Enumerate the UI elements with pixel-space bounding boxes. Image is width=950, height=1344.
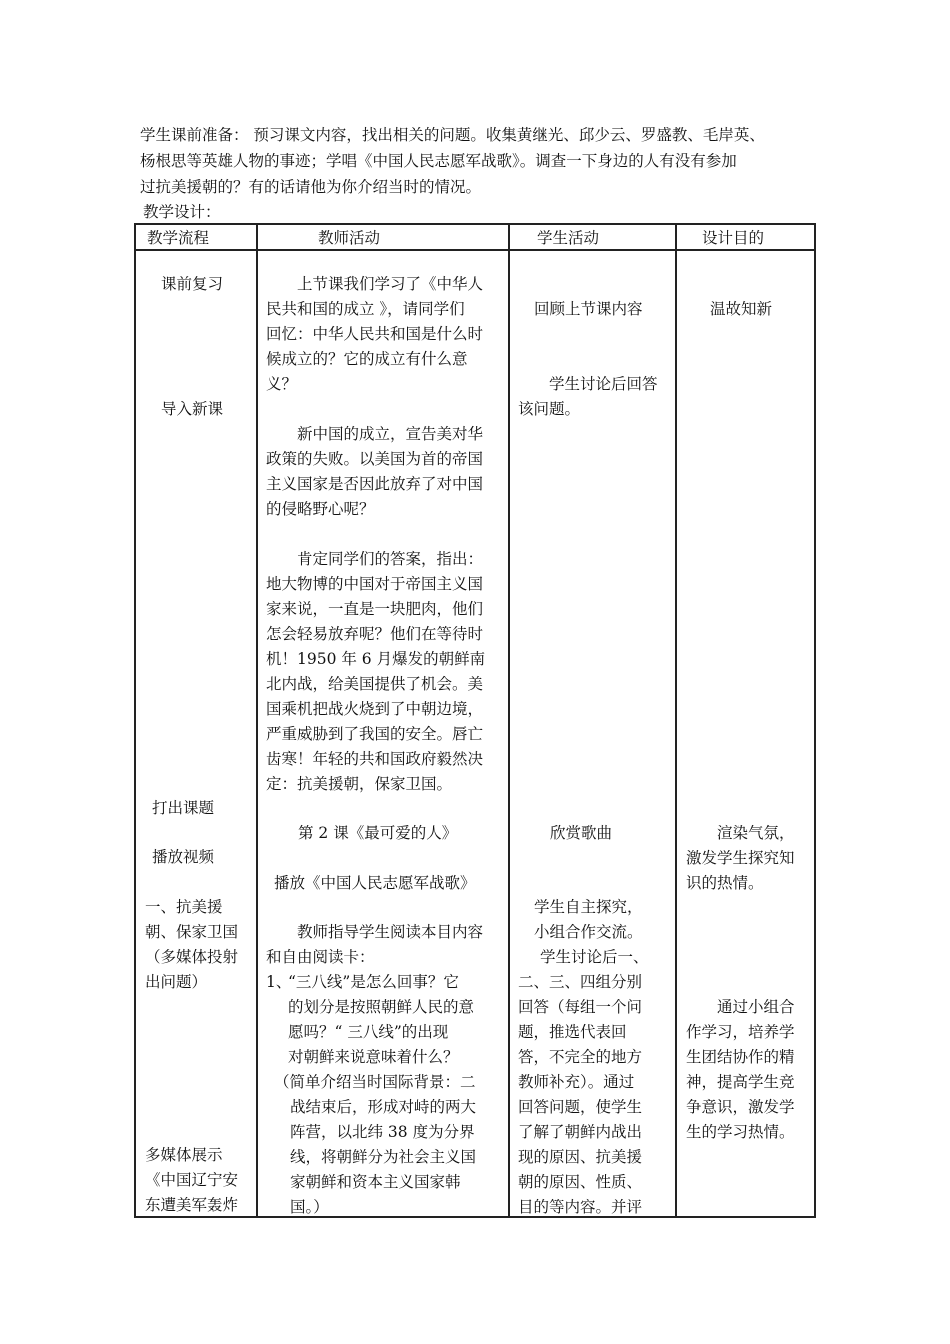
flow-section-1 (145, 895, 238, 995)
flow-media-line: 多媒体展示 (145, 1146, 223, 1164)
header-flow: 教学流程 (147, 229, 210, 247)
student-line: 了解了朝鲜内战出 (518, 1123, 643, 1141)
student-explore (534, 895, 643, 945)
student-line: 二、三、四组分别 (518, 973, 643, 991)
teacher-line: 阵营，以北纬 38 度为分界 (290, 1123, 475, 1141)
header-purpose: 设计目的 (702, 229, 765, 247)
header-student: 学生活动 (537, 229, 600, 247)
teacher-paragraph-1 (266, 272, 483, 397)
student-line: 小组合作交流。 (534, 923, 643, 941)
teacher-paragraph-4 (266, 920, 483, 970)
student-line: 学生讨论后一、 (540, 948, 649, 966)
table-border-right (814, 223, 816, 1218)
teacher-line: 对朝鲜来说意味着什么？ (288, 1048, 459, 1066)
purpose-line: 争意识，激发学 (686, 1098, 795, 1116)
table-col-divider (675, 223, 677, 1218)
intro-line: 过抗美援朝的？有的话请他为你介绍当时的情况。 (140, 178, 482, 196)
purpose-line: 激发学生探究知 (686, 849, 795, 867)
teacher-line: 新中国的成立，宣告美对华 (297, 425, 484, 443)
flow-section-line: 一、抗美援 (145, 898, 223, 916)
purpose-line: 通过小组合 (717, 998, 795, 1016)
teacher-line: 战结束后，形成对峙的两大 (290, 1098, 477, 1116)
purpose-group (686, 995, 795, 1145)
teacher-line: 上节课我们学习了《中华人 (297, 275, 484, 293)
flow-intro-new: 导入新课 (161, 400, 224, 418)
teacher-play-song: 播放《中国人民志愿军战歌》 (274, 874, 476, 892)
purpose-line: 生团结协作的精 (686, 1048, 795, 1066)
table-border-left (134, 223, 136, 1218)
purpose-line: 作学习，培养学 (686, 1023, 795, 1041)
student-line: 目的等内容。并评 (518, 1198, 643, 1216)
purpose-line: 生的学习热情。 (686, 1123, 795, 1141)
teacher-line: 和自由阅读卡： (266, 948, 375, 966)
student-enjoy: 欣赏歌曲 (550, 824, 613, 842)
teacher-paragraph-3 (266, 547, 485, 797)
flow-section-line: （多媒体投射 (145, 948, 239, 966)
teacher-line: 线，将朝鲜分为社会主义国 (290, 1148, 477, 1166)
teacher-line: 教师指导学生阅读本目内容 (297, 923, 484, 941)
flow-title-out: 打出课题 (152, 799, 215, 817)
student-line: 现的原因、抗美援 (518, 1148, 643, 1166)
teacher-line: 政策的失败。以美国为首的帝国 (266, 450, 484, 468)
student-discuss (518, 372, 658, 422)
teacher-line: 家来说，一直是一块肥肉，他们 (266, 600, 484, 618)
teacher-line: 主义国家是否因此放弃了对中国 (266, 475, 484, 493)
intro-line: 杨根思等英雄人物的事迹；学唱《中国人民志愿军战歌》。调查一下身边的人有没有参加 (140, 152, 737, 170)
teacher-question-1 (288, 970, 474, 1070)
header-teacher: 教师活动 (318, 229, 381, 247)
table-border-top (134, 223, 815, 225)
teacher-line: 齿寒！年轻的共和国政府毅然决 (266, 750, 484, 768)
student-line: 学生自主探究， (534, 898, 643, 916)
student-line: 学生讨论后回答 (549, 375, 658, 393)
purpose-atmosphere (686, 821, 795, 896)
teacher-line: 定：抗美援朝，保家卫国。 (266, 775, 453, 793)
teacher-line: （简单介绍当时国际背景：二 (274, 1073, 476, 1091)
table-col-divider (508, 223, 510, 1218)
intro-line: 学生课前准备： 预习课文内容，找出相关的问题。收集黄继光、邱少云、罗盛教、毛岸英、 (140, 126, 765, 144)
student-line: 教师补充）。通过 (518, 1073, 635, 1091)
teacher-line: 家朝鲜和资本主义国家韩 (290, 1173, 461, 1191)
flow-media-line: 东遭美军轰炸 (145, 1196, 239, 1214)
student-line: 回答问题，使学生 (518, 1098, 643, 1116)
student-line: 答，不完全的地方 (518, 1048, 643, 1066)
purpose-line: 渲染气氛， (717, 824, 795, 842)
table-col-divider (256, 223, 258, 1218)
teacher-line: 国乘机把战火烧到了中朝边境， (266, 700, 484, 718)
teacher-line: 国。） (290, 1198, 329, 1216)
teacher-line: 严重威胁到了我国的安全。唇亡 (266, 725, 484, 743)
teacher-line: 候成立的？它的成立有什么意 (266, 350, 468, 368)
teacher-line: 愿吗？“ 三八线”的出现 (288, 1023, 449, 1041)
design-label: 教学设计： (143, 203, 221, 221)
flow-review: 课前复习 (161, 275, 224, 293)
purpose-review: 温故知新 (710, 300, 773, 318)
student-line: 回答（每组一个问 (518, 998, 643, 1016)
student-review: 回顾上节课内容 (534, 300, 643, 318)
teacher-line: 回忆：中华人民共和国是什么时 (266, 325, 484, 343)
table-header-divider (134, 249, 815, 251)
flow-section-line: 出问题） (145, 973, 208, 991)
teacher-line: 的侵略野心呢？ (266, 500, 375, 518)
teacher-lesson-title: 第 2 课《最可爱的人》 (298, 824, 458, 842)
flow-media-line: 《中国辽宁安 (145, 1171, 239, 1189)
teacher-paragraph-2 (266, 422, 483, 522)
teacher-line: 机！1950 年 6 月爆发的朝鲜南 (266, 650, 486, 668)
teacher-line: 北内战，给美国提供了机会。美 (266, 675, 484, 693)
teacher-line: 义？ (266, 375, 298, 393)
student-line: 朝的原因、性质、 (518, 1173, 643, 1191)
student-answer (518, 945, 649, 1220)
student-line: 题，推选代表回 (518, 1023, 627, 1041)
student-line: 该问题。 (518, 400, 581, 418)
flow-section-line: 朝、保家卫国 (145, 923, 239, 941)
teacher-line: 地大物博的中国对于帝国主义国 (266, 575, 484, 593)
purpose-line: 识的热情。 (686, 874, 764, 892)
flow-play-video: 播放视频 (152, 848, 215, 866)
teacher-line: 肯定同学们的答案，指出： (297, 550, 484, 568)
teacher-line: 民共和国的成立 》，请同学们 (266, 300, 465, 318)
teacher-line: “三八线”是怎么回事？它 (288, 973, 459, 991)
flow-media (145, 1143, 238, 1218)
intro-paragraph (140, 122, 830, 200)
teacher-background-note (274, 1070, 476, 1220)
purpose-line: 神，提高学生竞 (686, 1073, 795, 1091)
teacher-line: 的划分是按照朝鲜人民的意 (288, 998, 475, 1016)
teacher-question-1-number: 1、 (266, 973, 292, 991)
teacher-line: 怎会轻易放弃呢？他们在等待时 (266, 625, 484, 643)
